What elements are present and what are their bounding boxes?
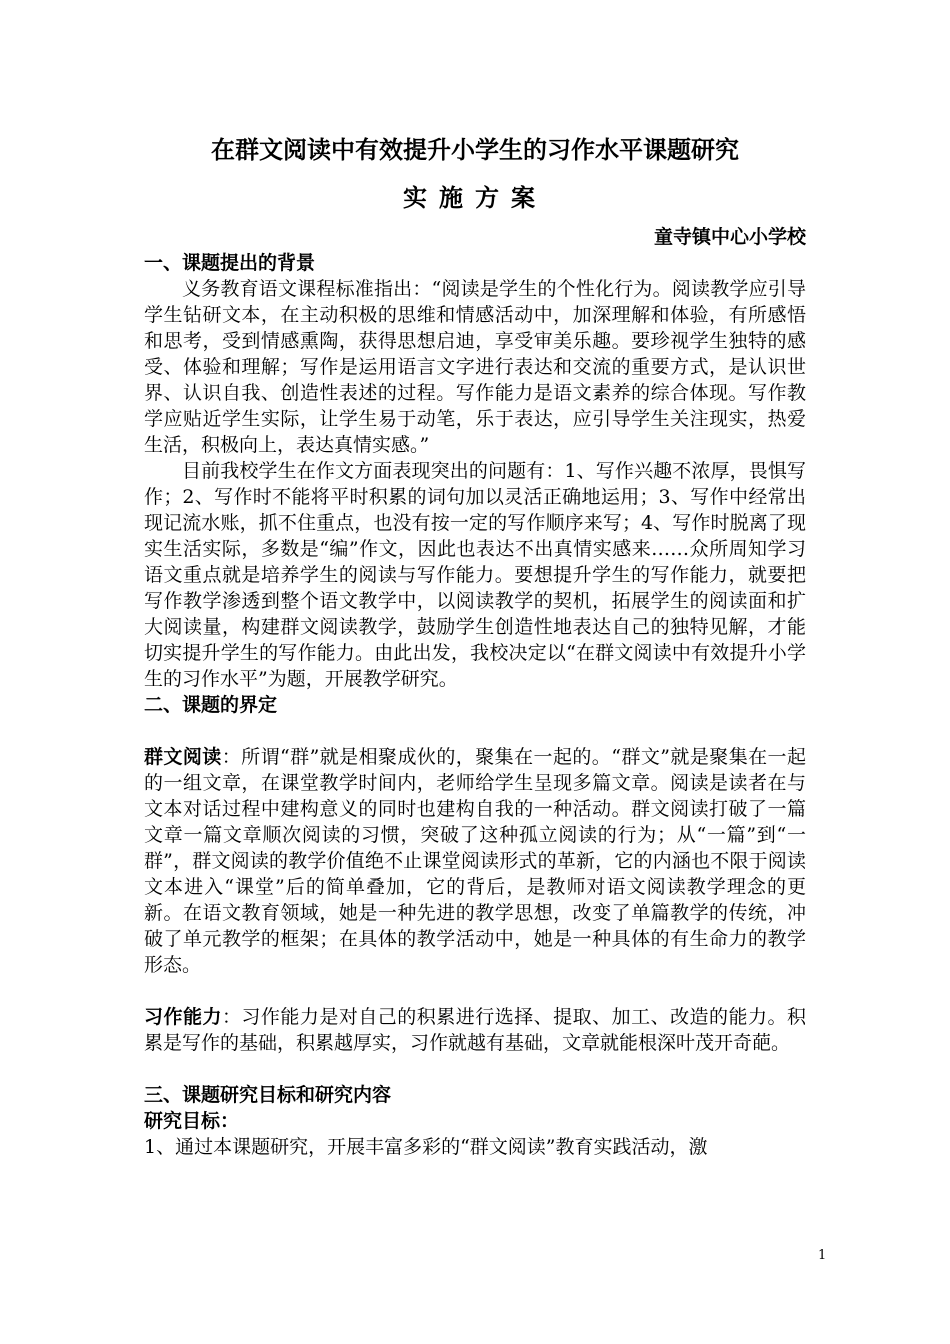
definition-term-group-reading: 群文阅读	[144, 746, 222, 768]
definition-text-group-reading: ：所谓“群”就是相聚成伙的，聚集在一起的。“群文”就是聚集在一起的一组文章，在课堂教学时间内，老师给学生呈现多篇文章。阅读是读者在与文本对话过程中建构意义的同时也建构自我的一种活动。群文阅读打破了一篇文章一篇文章顺次阅读的习惯，突破了这种孤立阅读的行为；从“一篇”到“一群”，群文阅读的教学价值绝不止课堂阅读形式的革新，它的内涵也不限于阅读文本进入“课堂”后的简单叠加，它的背后，是教师对语文阅读教学理念的更新。在语文教育领域，她是一种先进的教学思想，改变了单篇教学的传统，冲破了单元教学的框架；在具体的教学活动中，她是一种具体的有生命力的教学形态。	[144, 746, 806, 976]
document-page	[144, 130, 806, 1160]
definition-text-writing-ability: ：习作能力是对自己的积累进行选择、提取、加工、改造的能力。积累是写作的基础，积累越厚实，习作就越有基础，文章就能根深叶茂开奇葩。	[144, 1006, 806, 1054]
definition-term-writing-ability: 习作能力	[144, 1006, 222, 1028]
research-goals-label: 研究目标：	[144, 1110, 240, 1132]
school-name: 童寺镇中心小学校	[653, 226, 806, 248]
document-title: 在群文阅读中有效提升小学生的习作水平课题研究	[211, 136, 739, 164]
page-number: 1	[818, 1248, 827, 1263]
background-paragraph-1: 义务教育语文课程标准指出：“阅读是学生的个性化行为。阅读教学应引导学生钻研文本，在主动积极的思维和情感活动中，加深理解和体验，有所感悟和思考，受到情感熏陶，获得思想启迪，享受审美乐趣。要珍视学生独特的感受、体验和理解；写作是运用语言文字进行表达和交流的重要方式，是认识世界、认识自我、创造性表述的过程。写作能力是语文素养的综合体现。写作教学应贴近学生实际，让学生易于动笔，乐于表达，应引导学生关注现实，热爱生活，积极向上，表达真情实感。”	[144, 278, 806, 456]
section-heading-background: 一、课题提出的背景	[144, 252, 316, 274]
background-paragraph-2: 目前我校学生在作文方面表现突出的问题有：1、写作兴趣不浓厚，畏惧写作；2、写作时不能将平时积累的词句加以灵活正确地运用；3、写作中经常出现记流水账，抓不住重点，也没有按一定的写作顺序来写；4、写作时脱离了现实生活实际，多数是“编”作文，因此也表达不出真情实感来……众所周知学习语文重点就是培养学生的阅读与写作能力。要想提升学生的写作能力，就要把写作教学渗透到整个语文教学中，以阅读教学的契机，拓展学生的阅读面和扩大阅读量，构建群文阅读教学，鼓励学生创造性地表达自己的独特见解，才能切实提升学生的写作能力。由此出发，我校决定以“在群文阅读中有效提升小学生的习作水平”为题，开展教学研究。	[144, 460, 806, 690]
blank-line	[144, 1056, 806, 1082]
document-subtitle: 实施方案	[403, 184, 547, 212]
research-goal-1: 1、通过本课题研究，开展丰富多彩的“群文阅读”教育实践活动，激	[144, 1136, 708, 1158]
section-heading-definition: 二、课题的界定	[144, 694, 278, 716]
blank-line	[144, 978, 806, 1004]
blank-line	[144, 718, 806, 744]
section-heading-research-goals: 三、课题研究目标和研究内容	[144, 1084, 392, 1106]
definition-writing-ability	[144, 1004, 806, 1056]
definition-group-reading	[144, 744, 806, 978]
